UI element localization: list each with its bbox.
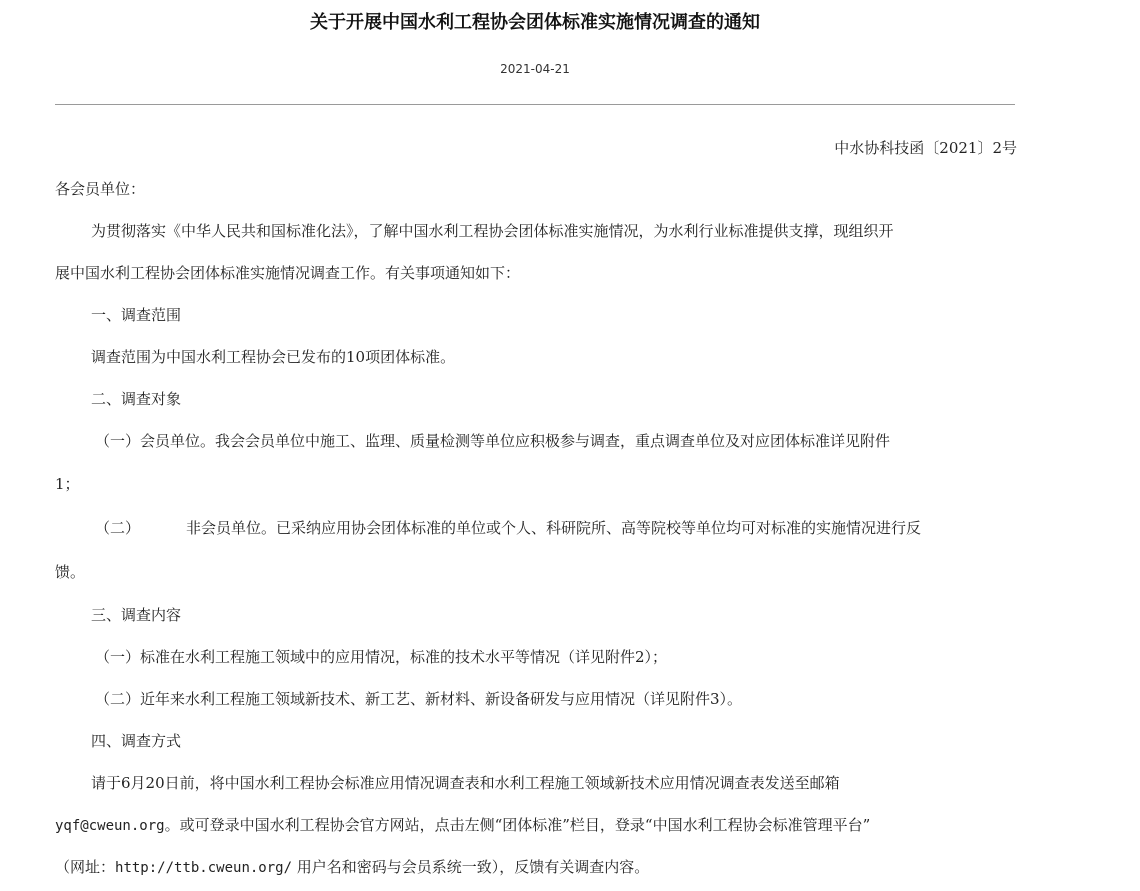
salutation: 各会员单位： (55, 180, 146, 198)
page-title: 关于开展中国水利工程协会团体标准实施情况调查的通知 (310, 12, 760, 33)
url-prefix: （网址： (55, 858, 116, 876)
section2-item2-prefix: （二） (95, 519, 141, 537)
title-divider (55, 104, 1015, 105)
section1-heading: 一、调查范围 (91, 306, 182, 324)
intro-paragraph-line1 (55, 210, 1017, 252)
notice-body (55, 128, 1017, 888)
section1-text: 调查范围为中国水利工程协会已发布的10项团体标准。 (91, 348, 456, 366)
section4-line3-text: 用户名和密码与会员系统一致），反馈有关调查内容。 (292, 858, 650, 876)
intro-paragraph-line2: 展中国水利工程协会团体标准实施情况调查工作。有关事项通知如下： (55, 264, 521, 282)
reference-number: 中水协科技函〔2021〕2号 (834, 139, 1017, 157)
section3-item1: （一）标准在水利工程施工领域中的应用情况，标准的技术水平等情况（详见附件2）； (95, 648, 668, 666)
contact-email[interactable]: yqf@cweun.org (55, 818, 165, 834)
section2-heading: 二、调查对象 (91, 390, 182, 408)
section4-heading: 四、调查方式 (91, 732, 182, 750)
intro-text-1: 为贯彻落实《中华人民共和国标准化法》，了解中国水利工程协会团体标准实施情况，为水利行业标准提供支撑，现组织开 (91, 222, 894, 240)
section2-item2-line1 (55, 506, 1017, 550)
section3-heading: 三、调查内容 (91, 606, 182, 624)
publish-date: 2021-04-21 (500, 62, 570, 76)
section3-item2: （二）近年来水利工程施工领域新技术、新工艺、新材料、新设备研发与应用情况（详见附件3）。 (95, 690, 743, 708)
section2-item2-line2: 馈。 (55, 563, 86, 581)
section4-line3 (55, 846, 1017, 888)
section4-line2-text: 。或可登录中国水利工程协会官方网站，点击左侧“团体标准”栏目，登录“中国水利工程协会标准管理平台” (164, 816, 871, 834)
section2-item1-line2: 1； (55, 475, 80, 493)
section2-item1-line1: （一）会员单位。我会会员单位中施工、监理、质量检测等单位应积极参与调查，重点调查单位及对应团体标准详见附件 (95, 432, 891, 450)
section4-line1: 请于6月20日前，将中国水利工程协会标准应用情况调查表和水利工程施工领域新技术应用情况调查表发送至邮箱 (91, 774, 840, 792)
section2-item2-text: 非会员单位。已采纳应用协会团体标准的单位或个人、科研院所、高等院校等单位均可对标准的实施情况进行反 (186, 519, 922, 537)
platform-url-link[interactable]: http://ttb.cweun.org/ (115, 860, 293, 876)
section4-line2 (55, 804, 1017, 846)
